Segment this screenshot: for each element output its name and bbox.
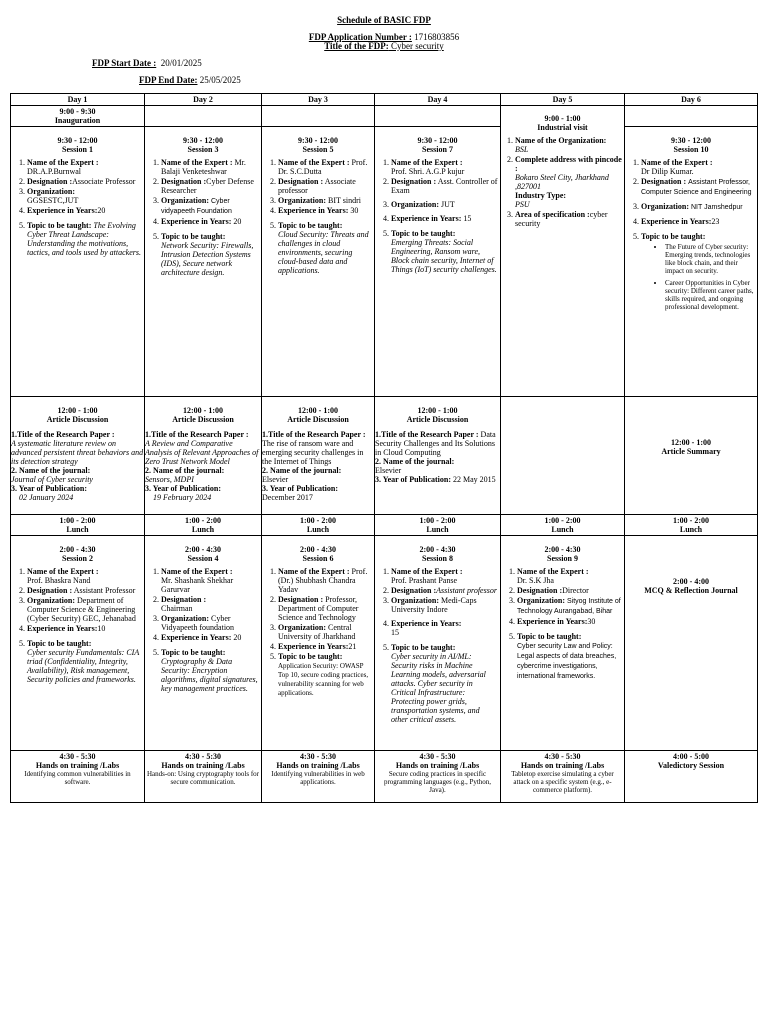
- afternoon-session-row: [11, 536, 758, 751]
- lab-cell: 4:30 - 5:30 Hands on training /Labs Secure coding practices in specific programming languages (e.g., Python, Java).: [375, 751, 501, 803]
- lunch-cell: 1:00 - 2:00 Lunch: [262, 515, 375, 536]
- inauguration-cell: 9:00 - 9:30 Inauguration: [11, 106, 145, 127]
- fdp-end-date: FDP End Date: 25/05/2025: [139, 75, 241, 85]
- session-cell: 2:00 - 4:30 Session 8 1. Name of the Expert : Prof. Prashant Panse 2. Designation :Assistant professor 3. Organization: Medi-Caps University Indore 4. Experience in Years: 15 5. Topic to be taught: Cyber security in AI/ML: Security risks in Machine Learning models, adversarial attacks. Cyber security in Critical Infrastructure: Protecting power grids, transportation systems, and other critical assets.: [375, 536, 501, 751]
- article-summary-cell: 12:00 - 1:00 Article Summary: [625, 397, 758, 515]
- fdp-start-date: FDP Start Date : 20/01/2025: [92, 58, 202, 68]
- lab-cell: 4:30 - 5:30 Hands on training /Labs Identifying vulnerabilities in web applications.: [262, 751, 375, 803]
- day-header-row: [11, 94, 758, 106]
- day-header: Day 3: [262, 94, 375, 106]
- session-cell: 2:00 - 4:30 Session 2 1. Name of the Expert : Prof. Bhaskra Nand 2. Designation : Assistant Professor 3. Organization: Department of Computer Science & Engineering (Cyber Security) GEC, Jehanabad 4. Experience in Years:10 5. Topic to be taught: Cyber security Fundamentals: CIA triad (Confidentiality, Integrity, Availability), Risk management, Security policies and frameworks.: [11, 536, 145, 751]
- lab-cell: 4:30 - 5:30 Hands on training /Labs Tabletop exercise simulating a cyber attack on a specific system (e.g., e-commerce platform).: [501, 751, 625, 803]
- session-cell: 2:00 - 4:30 Session 9 1. Name of the Expert : Dr. S.K Jha 2. Designation :Director 3. Organization: Sityog Institute of Technology Aurangabad, Bihar 4. Experience in Years:30 5. Topic to be taught: Cyber security Law and Policy: Legal aspects of data breaches, cybercrime investigations, international frameworks.: [501, 536, 625, 751]
- labs-row: [11, 751, 758, 803]
- day-header: Day 2: [145, 94, 262, 106]
- document-title: Schedule of BASIC FDP: [337, 15, 431, 25]
- session-cell: 9:30 - 12:00 Session 10 1. Name of the Expert : Dr Dilip Kumar. 2. Designation : Assistant Professor, Computer Science and Engineering 3. Organization: NIT Jamshedpur 4. Experience in Years:23 5. Topic to be taught: • The Future of Cyber security: Emerging trends, technologies like block chain, and their impact on security. • Career Opportunities in Cyber security: Different career paths, skills required, and ongoing professional development.: [625, 127, 758, 397]
- day-header: Day 6: [625, 94, 758, 106]
- lunch-cell: 1:00 - 2:00 Lunch: [501, 515, 625, 536]
- fdp-application-number: FDP Application Number : 1716803856: [308, 32, 460, 42]
- article-cell: 12:00 - 1:00 Article Discussion 1.Title of the Research Paper : A systematic literature review on advanced persistent threat behaviors and its detection strategy 2. Name of the journal: Journal of Cyber security 3. Year of Publication: 02 January 2024: [11, 397, 145, 515]
- day-header: Day 1: [11, 94, 145, 106]
- session-cell: 9:30 - 12:00 Session 7 1. Name of the Expert : Prof. Shri. A.G.P kujur 2. Designation : Asst. Controller of Exam 3. Organization: JUT 4. Experience in Years: 15 5. Topic to be taught: Emerging Threats: Social Engineering, Ransom ware, Block chain security, Internet of Things (IoT) security challenges.: [375, 127, 501, 397]
- lunch-cell: 1:00 - 2:00 Lunch: [11, 515, 145, 536]
- list-item: • The Future of Cyber security: Emerging trends, technologies like block chain, and their impact on security.: [665, 243, 755, 275]
- lab-cell: 4:30 - 5:30 Hands on training /Labs Hands-on: Using cryptography tools for secure communication.: [145, 751, 262, 803]
- empty-cell: [501, 397, 625, 515]
- article-cell: 12:00 - 1:00 Article Discussion 1.Title of the Research Paper : The rise of ransom ware and emerging security challenges in the Internet of Things 2. Name of the journal: Elsevier 3. Year of Publication: December 2017: [262, 397, 375, 515]
- article-cell: 12:00 - 1:00 Article Discussion 1.Title of the Research Paper : Data Security Challenges and Its Solutions in Cloud Computing 2. Name of the journal: Elsevier 3. Year of Publication: 22 May 2015: [375, 397, 501, 515]
- session-cell: 2:00 - 4:30 Session 6 1. Name of the Expert : Prof. (Dr.) Shubhash Chandra Yadav 2. Designation : Professor, Department of Computer Science and Technology 3. Organization: Central University of Jharkhand 4. Experience in Years:21 5. Topic to be taught: Application Security: OWASP Top 10, secure coding practices, vulnerability scanning for web applications.: [262, 536, 375, 751]
- valedictory-cell: 4:00 - 5:00 Valedictory Session: [625, 751, 758, 803]
- session-cell: 2:00 - 4:30 Session 4 1. Name of the Expert : Mr. Shashank Shekhar Garurvar 2. Designation : Chairman 3. Organization: Cyber Vidyapeeth foundation 4. Experience in Years: 20 5. Topic to be taught: Cryptography & Data Security: Encryption algorithms, digital signatures, key management practices.: [145, 536, 262, 751]
- lab-cell: 4:30 - 5:30 Hands on training /Labs Identifying common vulnerabilities in software.: [11, 751, 145, 803]
- session-cell: 9:30 - 12:00 Session 5 1. Name of the Expert : Prof. Dr. S.C.Dutta 2. Designation : Associate professor 3. Organization: BIT sindri 4. Experience in Years: 30 5. Topic to be taught: Cloud Security: Threats and challenges in cloud environments, securing cloud-based data and applications.: [262, 127, 375, 397]
- article-cell: 12:00 - 1:00 Article Discussion 1.Title of the Research Paper : A Review and Comparative Analysis of Relevant Approaches of Zero Trust Network Model 2. Name of the journal: Sensors, MDPI 3. Year of Publication: 19 February 2024: [145, 397, 262, 515]
- article-row: [11, 397, 758, 515]
- schedule-table: [10, 93, 758, 803]
- industrial-visit-cell: 9:00 - 1:00 Industrial visit 1. Name of the Organization: BSL 2. Complete address with pincode : Bokaro Steel City, Jharkhand ,827001 Industry Type: PSU 3. Area of specification :cyber security: [501, 114, 624, 228]
- inauguration-row: [11, 106, 758, 127]
- session-cell: 9:30 - 12:00 Session 1 1. Name of the Expert : DR.A.P.Burnwal 2. Designation :Associate Professor 3. Organization: GGSESTC,JUT 4. Experience in Years:20 5. Topic to be taught: The Evolving Cyber Threat Landscape: Understanding the motivations, tactics, and tools used by attackers.: [11, 127, 145, 397]
- lunch-row: [11, 515, 758, 536]
- lunch-cell: 1:00 - 2:00 Lunch: [375, 515, 501, 536]
- day-header: Day 4: [375, 94, 501, 106]
- day-header: Day 5: [501, 94, 625, 106]
- fdp-title: Title of the FDP: Cyber security: [324, 41, 444, 51]
- session-cell: 9:30 - 12:00 Session 3 1. Name of the Expert : Mr. Balaji Venketeshwar 2. Designation :Cyber Defense Researcher 3. Organization: Cyber vidyapeeth Foundation 4. Experience in Years: 20 5. Topic to be taught: Network Security: Firewalls, Intrusion Detection Systems (IDS), Secure network architecture design.: [145, 127, 262, 397]
- lunch-cell: 1:00 - 2:00 Lunch: [625, 515, 758, 536]
- morning-session-row: [11, 127, 758, 397]
- list-item: • Career Opportunities in Cyber security: Different career paths, skills required, and ongoing professional development.: [665, 279, 755, 311]
- lunch-cell: 1:00 - 2:00 Lunch: [145, 515, 262, 536]
- mcq-reflection-cell: 2:00 - 4:00 MCQ & Reflection Journal: [625, 536, 758, 751]
